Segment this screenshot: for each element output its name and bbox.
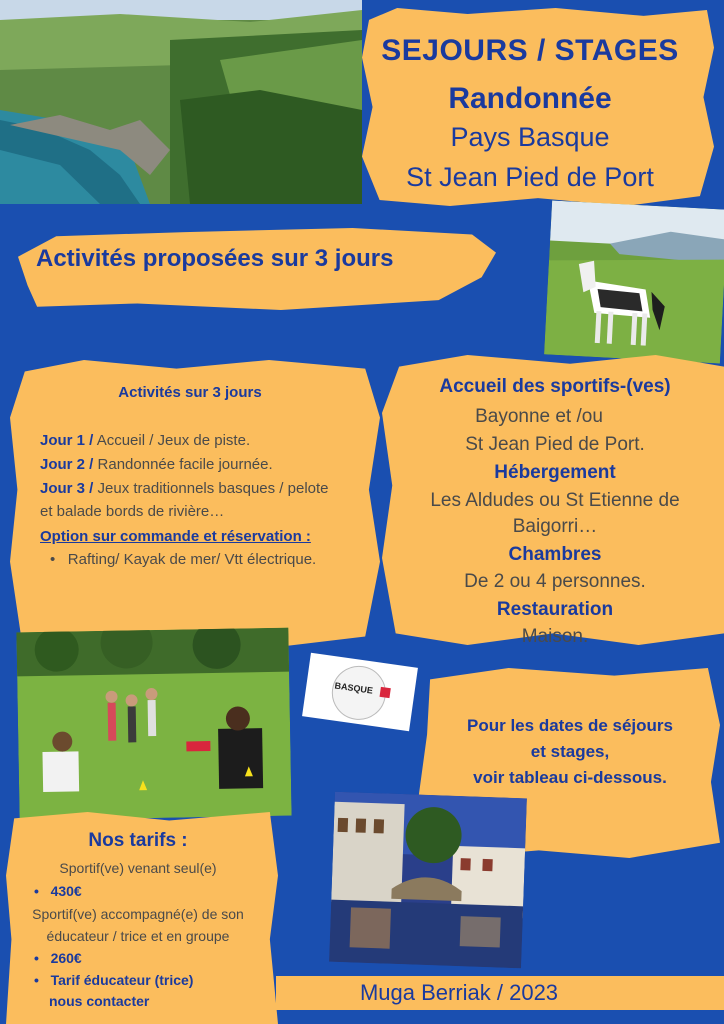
basque-sticker: [302, 653, 418, 731]
basque-flag-icon: [380, 687, 391, 698]
day-3-continuation: et balade bords de rivière…: [40, 503, 225, 520]
day-3-line: [40, 478, 380, 500]
tarif-educ-line-2: nous contacter: [49, 993, 150, 1009]
day-2-line: [40, 454, 380, 476]
town-label: St Jean Pied de Port: [406, 162, 654, 192]
dates-line-2: et stages,: [530, 742, 610, 761]
footer-text: Muga Berriak / 2023: [359, 980, 559, 1005]
accueil-line-1: Bayonne et /ou: [475, 406, 603, 427]
tarifs-title: Nos tarifs :: [88, 830, 188, 851]
page-title: SEJOURS / STAGES: [381, 34, 679, 67]
price-430: 430€: [50, 883, 82, 899]
coast-photo: [0, 0, 362, 204]
hebergement-heading: Hébergement: [494, 462, 616, 483]
dates-line-3: voir tableau ci-dessous.: [473, 768, 667, 787]
bullet-icon: •: [34, 950, 51, 966]
day-1-text: Accueil / Jeux de piste.: [93, 432, 251, 449]
day-2-text: Randonnée facile journée.: [93, 456, 273, 473]
activities-title: Activités sur 3 jours: [118, 384, 262, 401]
restauration-line: Maison.: [521, 626, 589, 647]
bullet-icon: •: [34, 883, 51, 899]
dates-line-1: Pour les dates de séjours: [467, 716, 673, 735]
day-2-label: Jour 2 /: [40, 456, 94, 473]
bullet-icon: •: [34, 972, 51, 988]
sticker-text: BASQUE: [333, 680, 374, 696]
chambres-line: De 2 ou 4 personnes.: [464, 571, 646, 592]
tarif-group-label-2: éducateur / trice et en groupe: [46, 928, 230, 944]
day-1-line: [40, 430, 380, 452]
region-label: Pays Basque: [450, 122, 610, 152]
day-3-label: Jour 3 /: [40, 480, 94, 497]
day-3-text: Jeux traditionnels basques / pelote: [93, 480, 329, 497]
group-activity-photo: [16, 628, 291, 821]
restauration-heading: Restauration: [496, 599, 614, 620]
town-river-photo: [329, 792, 527, 969]
day-1-label: Jour 1 /: [40, 432, 94, 449]
option-title: Option sur commande et réservation :: [40, 528, 311, 545]
price-260: 260€: [50, 950, 82, 966]
option-item-text: Rafting/ Kayak de mer/ Vtt électrique.: [67, 551, 317, 568]
bullet-icon: •: [50, 551, 68, 568]
chambres-heading: Chambres: [508, 544, 602, 565]
hebergement-line-1: Les Aldudes ou St Etienne de: [430, 490, 680, 511]
option-item: [50, 551, 316, 568]
tarif-group-price: [34, 950, 82, 966]
educ-tarif-label: Tarif éducateur (trice): [50, 972, 194, 988]
accueil-heading: Accueil des sportifs-(ves): [439, 376, 671, 397]
tarif-solo-label: Sportif(ve) venant seul(e): [59, 860, 217, 876]
tarif-solo-price: [34, 883, 82, 899]
tarif-educ-line-1: [34, 972, 193, 988]
accueil-line-2: St Jean Pied de Port.: [465, 434, 645, 455]
horse-photo: [544, 200, 724, 363]
activities-banner-text: Activités proposées sur 3 jours: [36, 245, 394, 272]
page-subtitle: Randonnée: [448, 82, 612, 115]
tarif-group-label-1: Sportif(ve) accompagné(e) de son: [32, 906, 244, 922]
hebergement-line-2: Baigorri…: [512, 516, 598, 537]
